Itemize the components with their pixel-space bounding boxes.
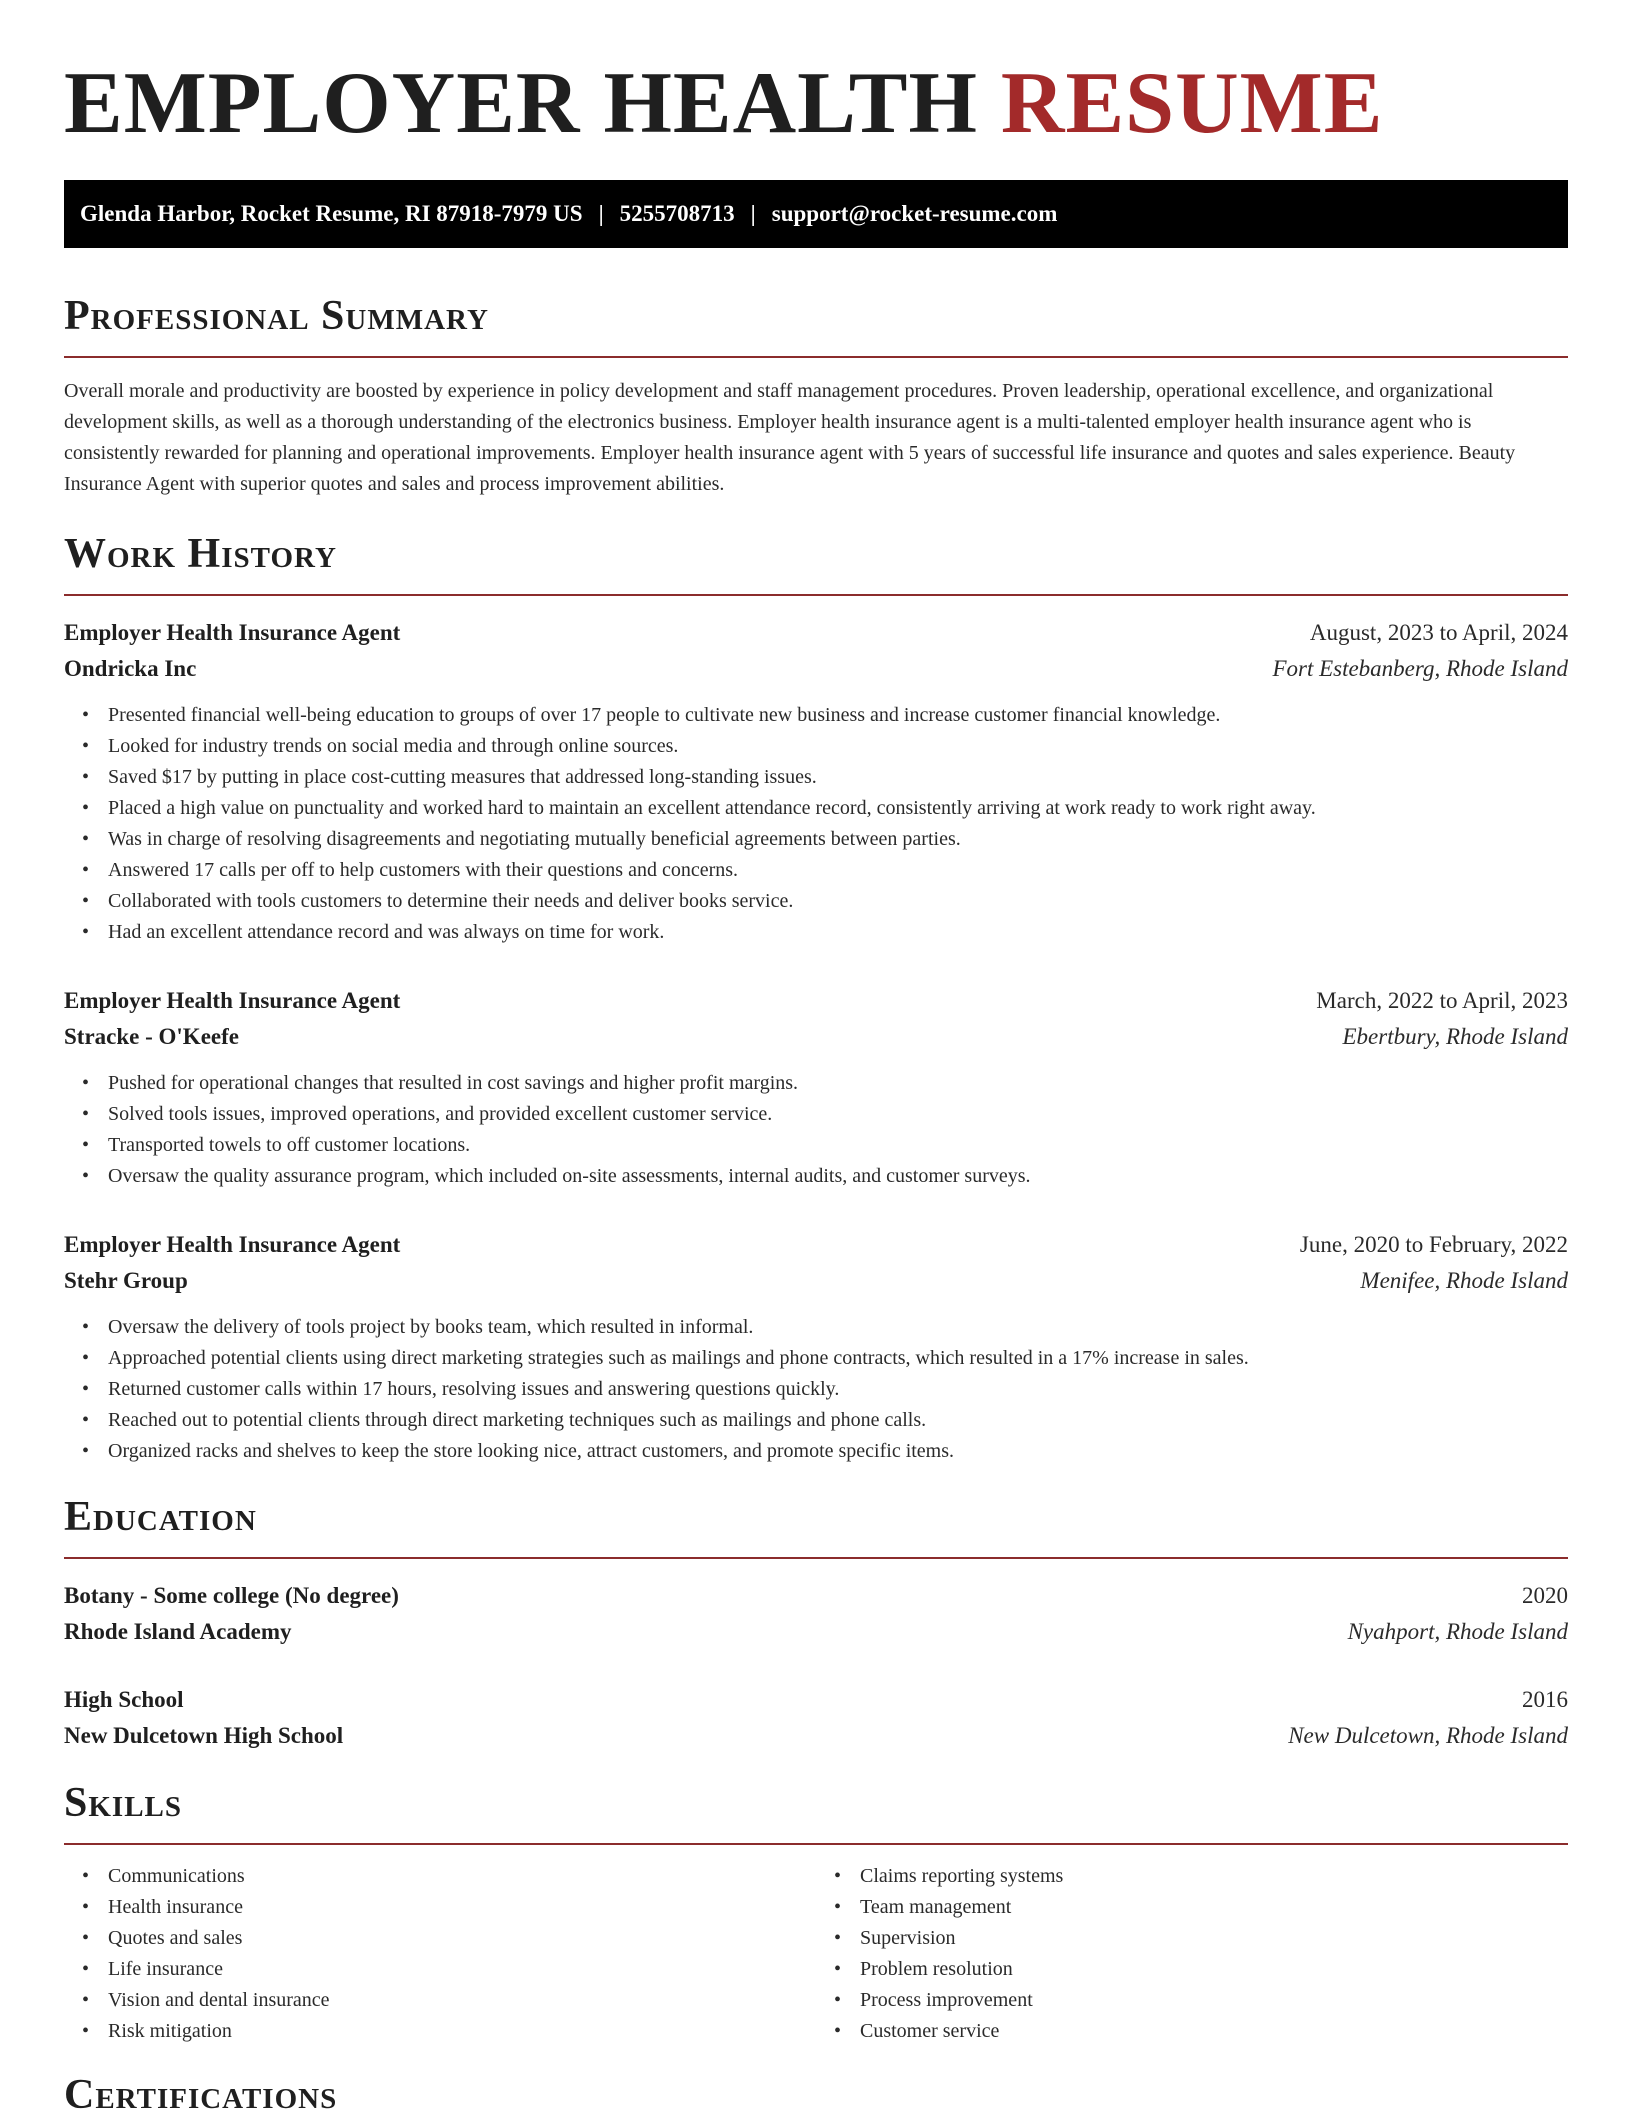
job-duty: • Reached out to potential clients through direct marketing techniques such as mailings and phone calls. — [108, 1405, 1568, 1436]
job-dates: March, 2022 to April, 2023 — [1316, 988, 1568, 1013]
job-duties — [64, 1312, 1568, 1467]
job-duty: • Pushed for operational changes that resulted in cost savings and higher profit margins. — [108, 1068, 1568, 1099]
job-duty: • Was in charge of resolving disagreements and negotiating mutually beneficial agreements between parties. — [108, 824, 1568, 855]
education-entry — [64, 1683, 1568, 1753]
job-duty: • Oversaw the quality assurance program, which included on-site assessments, internal audits, and customer surveys. — [108, 1161, 1568, 1192]
skill-item: • Quotes and sales — [108, 1923, 816, 1954]
job-location: Fort Estebanberg, Rhode Island — [1272, 656, 1568, 681]
education-location: New Dulcetown, Rhode Island — [1288, 1723, 1568, 1748]
skills-list — [64, 1861, 1568, 2047]
job-duties — [64, 1068, 1568, 1192]
skills-column-right — [816, 1861, 1568, 2047]
section-divider — [64, 594, 1568, 596]
job-title: Employer Health Insurance Agent — [64, 1232, 401, 1257]
job-duty: • Approached potential clients using direct marketing strategies such as mailings and phone contracts, which resulted in a 17% increase in sales. — [108, 1343, 1568, 1374]
job-entry — [64, 616, 1568, 948]
job-duty: • Oversaw the delivery of tools project by books team, which resulted in informal. — [108, 1312, 1568, 1343]
skill-item: • Claims reporting systems — [860, 1861, 1568, 1892]
contact-separator: | — [598, 201, 604, 226]
contact-bar — [64, 180, 1568, 248]
job-company: Stehr Group — [64, 1268, 188, 1293]
job-duty: • Had an excellent attendance record and was always on time for work. — [108, 917, 1568, 948]
job-duty: • Collaborated with tools customers to determine their needs and deliver books service. — [108, 886, 1568, 917]
job-duty: • Organized racks and shelves to keep the store looking nice, attract customers, and promote specific items. — [108, 1436, 1568, 1467]
education-degree: High School — [64, 1687, 184, 1712]
education-school: Rhode Island Academy — [64, 1619, 292, 1644]
contact-phone[interactable]: 5255708713 — [619, 201, 735, 226]
section-divider — [64, 356, 1568, 358]
skill-item: • Supervision — [860, 1923, 1568, 1954]
education-location: Nyahport, Rhode Island — [1347, 1619, 1568, 1644]
title-accent: RESUME — [1000, 55, 1384, 152]
skill-item: • Vision and dental insurance — [108, 1985, 816, 2016]
education-year: 2020 — [1522, 1583, 1568, 1608]
contact-separator: | — [750, 201, 756, 226]
skill-item: • Process improvement — [860, 1985, 1568, 2016]
resume-title — [64, 55, 1568, 152]
job-duty: • Returned customer calls within 17 hours, resolving issues and answering questions quickly. — [108, 1374, 1568, 1405]
education-entry — [64, 1579, 1568, 1649]
skills-column-left — [64, 1861, 816, 2047]
job-company: Ondricka Inc — [64, 656, 197, 681]
education-year: 2016 — [1522, 1687, 1568, 1712]
job-duty: • Saved $17 by putting in place cost-cutting measures that addressed long-standing issues. — [108, 762, 1568, 793]
job-company: Stracke - O'Keefe — [64, 1024, 239, 1049]
contact-email[interactable]: support@rocket-resume.com — [771, 201, 1058, 226]
skill-item: • Problem resolution — [860, 1954, 1568, 1985]
job-title: Employer Health Insurance Agent — [64, 620, 401, 645]
job-location: Menifee, Rhode Island — [1360, 1268, 1568, 1293]
job-location: Ebertbury, Rhode Island — [1342, 1024, 1568, 1049]
job-dates: August, 2023 to April, 2024 — [1309, 620, 1568, 645]
summary-text: Overall morale and productivity are boosted by experience in policy development and staff management procedures. Proven leadership, operational excellence, and organizational development skills, as well as a thorough understanding of the electronics business. Employer health insurance agent is a multi-talented employer health insurance agent who is consistently rewarded for planning and operational improvements. Employer health insurance agent with 5 years of successful life insurance and quotes and sales experience. Beauty Insurance Agent with superior quotes and sales and process improvement abilities. — [64, 380, 1516, 495]
job-duties — [64, 700, 1568, 948]
job-duty: • Transported towels to off customer locations. — [108, 1130, 1568, 1161]
job-entry — [64, 984, 1568, 1192]
skill-item: • Life insurance — [108, 1954, 816, 1985]
skill-item: • Customer service — [860, 2016, 1568, 2047]
job-duty: • Answered 17 calls per off to help customers with their questions and concerns. — [108, 855, 1568, 886]
title-main: EMPLOYER HEALTH — [64, 55, 978, 152]
job-duty: • Solved tools issues, improved operations, and provided excellent customer service. — [108, 1099, 1568, 1130]
contact-address: Glenda Harbor, Rocket Resume, RI 87918-7979 US — [80, 201, 583, 226]
section-divider — [64, 1557, 1568, 1559]
certifications-heading: Certifications — [64, 2072, 338, 2118]
education-heading: Education — [64, 1494, 257, 1540]
job-dates: June, 2020 to February, 2022 — [1299, 1232, 1568, 1257]
education-school: New Dulcetown High School — [64, 1723, 344, 1748]
skill-item: • Risk mitigation — [108, 2016, 816, 2047]
work-history-heading: Work History — [64, 531, 337, 577]
job-duty: • Placed a high value on punctuality and worked hard to maintain an excellent attendance record, consistently arriving at work ready to work right away. — [108, 793, 1568, 824]
summary-heading: Professional Summary — [64, 293, 489, 339]
education-degree: Botany - Some college (No degree) — [64, 1583, 399, 1608]
job-title: Employer Health Insurance Agent — [64, 988, 401, 1013]
job-duty: • Presented financial well-being education to groups of over 17 people to cultivate new business and increase customer financial knowledge. — [108, 700, 1568, 731]
skills-heading: Skills — [64, 1780, 183, 1826]
job-entry — [64, 1228, 1568, 1467]
skill-item: • Communications — [108, 1861, 816, 1892]
skill-item: • Health insurance — [108, 1892, 816, 1923]
job-duty: • Looked for industry trends on social media and through online sources. — [108, 731, 1568, 762]
section-divider — [64, 1843, 1568, 1845]
skill-item: • Team management — [860, 1892, 1568, 1923]
